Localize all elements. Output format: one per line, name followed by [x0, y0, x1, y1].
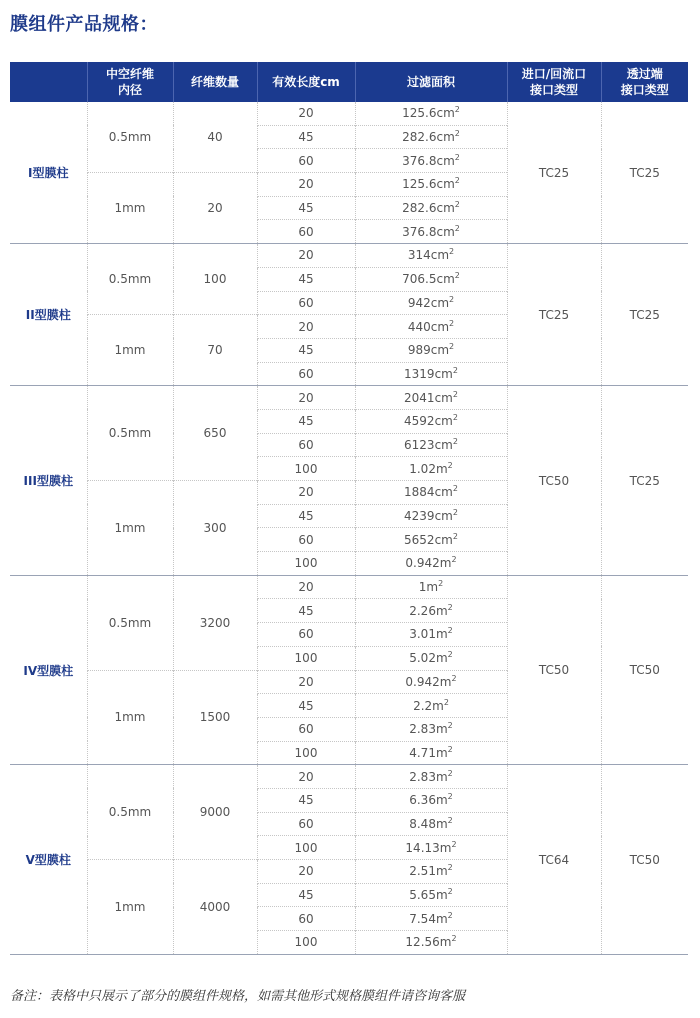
filter-area — [355, 173, 507, 197]
inlet-port-type: TC50 — [507, 575, 601, 765]
effective-length: 60 — [257, 528, 355, 552]
filter-area-exponent: 2 — [451, 839, 457, 849]
effective-length: 100 — [257, 552, 355, 576]
module-type: III型膜柱 — [10, 386, 87, 576]
fiber-diameter: 1mm — [87, 173, 173, 244]
inlet-port-type: TC25 — [507, 102, 601, 244]
filter-area — [355, 102, 507, 125]
filter-area-exponent: 2 — [447, 744, 453, 754]
filter-area — [355, 362, 507, 386]
module-type: I型膜柱 — [28, 166, 69, 181]
filter-area-value: 5.65m — [409, 888, 448, 903]
effective-length: 60 — [257, 623, 355, 647]
filter-area-value: 7.54m — [409, 911, 448, 926]
filter-area-exponent: 2 — [454, 271, 460, 281]
filter-area — [355, 646, 507, 670]
filter-area-value: 125.6cm — [402, 177, 455, 192]
filter-area-value: 2.51m — [409, 864, 448, 879]
effective-length: 60 — [257, 812, 355, 836]
effective-length: 20 — [257, 575, 355, 599]
fiber-count: 9000 — [173, 765, 257, 860]
inlet-port-type: TC64 — [507, 765, 601, 955]
filter-area-value: 282.6cm — [402, 201, 455, 216]
filter-area — [355, 836, 507, 860]
table-row — [10, 244, 688, 268]
effective-length: 45 — [257, 883, 355, 907]
effective-length: 20 — [257, 102, 355, 125]
filter-area-value: 125.6cm — [402, 106, 455, 121]
filter-area — [355, 457, 507, 481]
filter-area-value: 376.8cm — [402, 224, 455, 239]
filter-area — [355, 338, 507, 362]
effective-length: 60 — [257, 717, 355, 741]
fiber-diameter: 0.5mm — [87, 386, 173, 481]
effective-length: 45 — [257, 338, 355, 362]
table-row — [10, 575, 688, 599]
effective-length: 60 — [257, 220, 355, 244]
effective-length: 45 — [257, 196, 355, 220]
effective-length: 45 — [257, 788, 355, 812]
filter-area-value: 1m — [418, 580, 439, 595]
filter-area — [355, 149, 507, 173]
filter-area — [355, 599, 507, 623]
effective-length: 100 — [257, 646, 355, 670]
filter-area-exponent: 2 — [449, 342, 455, 352]
filter-area-value: 14.13m — [405, 840, 452, 855]
effective-length: 100 — [257, 931, 355, 955]
filter-area-exponent: 2 — [438, 579, 444, 589]
effective-length: 20 — [257, 244, 355, 268]
module-type: V型膜柱 — [10, 765, 87, 955]
permeate-port-type: TC25 — [601, 386, 688, 576]
effective-length: 20 — [257, 860, 355, 884]
filter-area — [355, 433, 507, 457]
filter-area — [355, 528, 507, 552]
filter-area-exponent: 2 — [452, 508, 458, 518]
filter-area — [355, 931, 507, 955]
filter-area-value: 942cm — [407, 295, 450, 310]
effective-length: 60 — [257, 907, 355, 931]
fiber-count: 40 — [173, 102, 257, 173]
filter-area-exponent: 2 — [449, 294, 455, 304]
header-row — [10, 62, 688, 102]
filter-area-exponent: 2 — [447, 863, 453, 873]
filter-area — [355, 267, 507, 291]
effective-length: 20 — [257, 670, 355, 694]
filter-area-exponent: 2 — [454, 105, 460, 115]
fiber-count: 3200 — [173, 575, 257, 670]
fiber-count: 650 — [173, 386, 257, 481]
filter-area — [355, 788, 507, 812]
permeate-port-type: TC25 — [601, 102, 688, 244]
table-row — [10, 765, 688, 789]
filter-area-exponent: 2 — [452, 484, 458, 494]
fiber-count: 1500 — [173, 670, 257, 765]
filter-area-exponent: 2 — [454, 200, 460, 210]
filter-area-exponent: 2 — [451, 673, 457, 683]
effective-length: 60 — [257, 291, 355, 315]
column-header-0 — [10, 62, 87, 102]
filter-area-value: 1884cm — [404, 485, 453, 500]
column-header-3: 有效长度cm — [257, 62, 355, 102]
filter-area — [355, 907, 507, 931]
effective-length: 100 — [257, 457, 355, 481]
filter-area-value: 5.02m — [409, 651, 448, 666]
filter-area-value: 1.02m — [409, 461, 448, 476]
filter-area — [355, 694, 507, 718]
filter-area-value: 6.36m — [409, 793, 448, 808]
filter-area-value: 314cm — [407, 248, 450, 263]
fiber-diameter: 0.5mm — [87, 765, 173, 860]
filter-area-exponent: 2 — [452, 389, 458, 399]
filter-area-value: 5652cm — [404, 532, 453, 547]
filter-area — [355, 670, 507, 694]
column-header-6: 透过端 接口类型 — [601, 62, 688, 102]
filter-area-exponent: 2 — [447, 887, 453, 897]
fiber-count: 100 — [173, 244, 257, 315]
fiber-count: 300 — [173, 481, 257, 576]
fiber-count: 70 — [173, 315, 257, 386]
page-title: 膜组件产品规格： — [10, 14, 158, 35]
filter-area-exponent: 2 — [447, 602, 453, 612]
filter-area-value: 2.83m — [409, 722, 448, 737]
filter-area-exponent: 2 — [447, 815, 453, 825]
filter-area-value: 440cm — [407, 319, 450, 334]
filter-area-exponent: 2 — [449, 318, 455, 328]
footnote: 备注：表格中只展示了部分的膜组件规格，如需其他形式规格膜组件请咨询客服 — [10, 989, 466, 1004]
fiber-count: 20 — [173, 173, 257, 244]
filter-area-value: 4592cm — [404, 414, 453, 429]
filter-area-exponent: 2 — [447, 626, 453, 636]
filter-area — [355, 315, 507, 339]
filter-area — [355, 765, 507, 789]
effective-length: 100 — [257, 836, 355, 860]
fiber-diameter: 0.5mm — [87, 244, 173, 315]
filter-area — [355, 860, 507, 884]
filter-area — [355, 125, 507, 149]
filter-area-value: 2.2m — [413, 698, 444, 713]
filter-area-exponent: 2 — [447, 650, 453, 660]
module-type: II型膜柱 — [10, 244, 87, 386]
fiber-diameter: 1mm — [87, 481, 173, 576]
column-header-5: 进口/回流口 接口类型 — [507, 62, 601, 102]
permeate-port-type: TC50 — [601, 575, 688, 765]
filter-area-value: 376.8cm — [402, 153, 455, 168]
filter-area — [355, 386, 507, 410]
filter-area-value: 12.56m — [405, 935, 452, 950]
filter-area-value: 989cm — [407, 343, 450, 358]
fiber-diameter: 1mm — [87, 670, 173, 765]
fiber-diameter: 1mm — [87, 315, 173, 386]
filter-area-exponent: 2 — [454, 152, 460, 162]
filter-area-value: 2041cm — [404, 390, 453, 405]
filter-area — [355, 504, 507, 528]
filter-area — [355, 220, 507, 244]
filter-area-exponent: 2 — [452, 436, 458, 446]
filter-area-exponent: 2 — [452, 413, 458, 423]
permeate-port-type: TC25 — [601, 244, 688, 386]
filter-area — [355, 481, 507, 505]
fiber-count: 4000 — [173, 860, 257, 955]
filter-area-value: 4.71m — [409, 745, 448, 760]
filter-area — [355, 883, 507, 907]
effective-length: 45 — [257, 267, 355, 291]
filter-area-value: 3.01m — [409, 627, 448, 642]
effective-length: 60 — [257, 149, 355, 173]
filter-area-exponent: 2 — [454, 223, 460, 233]
filter-area-exponent: 2 — [443, 697, 449, 707]
filter-area-value: 2.26m — [409, 603, 448, 618]
filter-area-exponent: 2 — [447, 910, 453, 920]
filter-area-exponent: 2 — [452, 365, 458, 375]
table-row — [10, 386, 688, 410]
filter-area-exponent: 2 — [447, 721, 453, 731]
filter-area-value: 6123cm — [404, 437, 453, 452]
filter-area-exponent: 2 — [447, 460, 453, 470]
filter-area — [355, 812, 507, 836]
filter-area — [355, 575, 507, 599]
fiber-diameter: 0.5mm — [87, 575, 173, 670]
filter-area-value: 282.6cm — [402, 130, 455, 145]
filter-area-value: 0.942m — [405, 674, 452, 689]
effective-length: 20 — [257, 315, 355, 339]
effective-length: 100 — [257, 741, 355, 765]
filter-area-exponent: 2 — [447, 792, 453, 802]
effective-length: 45 — [257, 125, 355, 149]
spec-table — [10, 62, 688, 955]
filter-area-value: 0.942m — [405, 556, 452, 571]
effective-length: 20 — [257, 173, 355, 197]
filter-area-exponent: 2 — [447, 768, 453, 778]
column-header-1: 中空纤维 内径 — [87, 62, 173, 102]
table-row — [10, 102, 688, 125]
effective-length: 45 — [257, 504, 355, 528]
table-body — [10, 102, 688, 954]
module-type: IV型膜柱 — [10, 575, 87, 765]
filter-area — [355, 196, 507, 220]
inlet-port-type: TC25 — [507, 244, 601, 386]
filter-area — [355, 244, 507, 268]
fiber-diameter: 0.5mm — [87, 102, 173, 173]
filter-area-value: 4239cm — [404, 509, 453, 524]
effective-length: 20 — [257, 481, 355, 505]
permeate-port-type: TC50 — [601, 765, 688, 955]
filter-area-exponent: 2 — [454, 129, 460, 139]
filter-area-exponent: 2 — [452, 531, 458, 541]
column-header-4: 过滤面积 — [355, 62, 507, 102]
filter-area — [355, 291, 507, 315]
effective-length: 45 — [257, 599, 355, 623]
effective-length: 20 — [257, 765, 355, 789]
effective-length: 45 — [257, 694, 355, 718]
effective-length: 60 — [257, 362, 355, 386]
column-header-2: 纤维数量 — [173, 62, 257, 102]
effective-length: 60 — [257, 433, 355, 457]
filter-area — [355, 409, 507, 433]
filter-area-exponent: 2 — [451, 934, 457, 944]
filter-area-value: 2.83m — [409, 769, 448, 784]
filter-area — [355, 741, 507, 765]
inlet-port-type: TC50 — [507, 386, 601, 576]
filter-area-exponent: 2 — [454, 176, 460, 186]
fiber-diameter: 1mm — [87, 860, 173, 955]
filter-area-exponent: 2 — [451, 555, 457, 565]
filter-area-value: 1319cm — [404, 366, 453, 381]
filter-area — [355, 623, 507, 647]
filter-area-value: 706.5cm — [402, 272, 455, 287]
filter-area — [355, 717, 507, 741]
filter-area — [355, 552, 507, 576]
filter-area-exponent: 2 — [449, 247, 455, 257]
effective-length: 20 — [257, 386, 355, 410]
filter-area-value: 8.48m — [409, 816, 448, 831]
effective-length: 45 — [257, 409, 355, 433]
